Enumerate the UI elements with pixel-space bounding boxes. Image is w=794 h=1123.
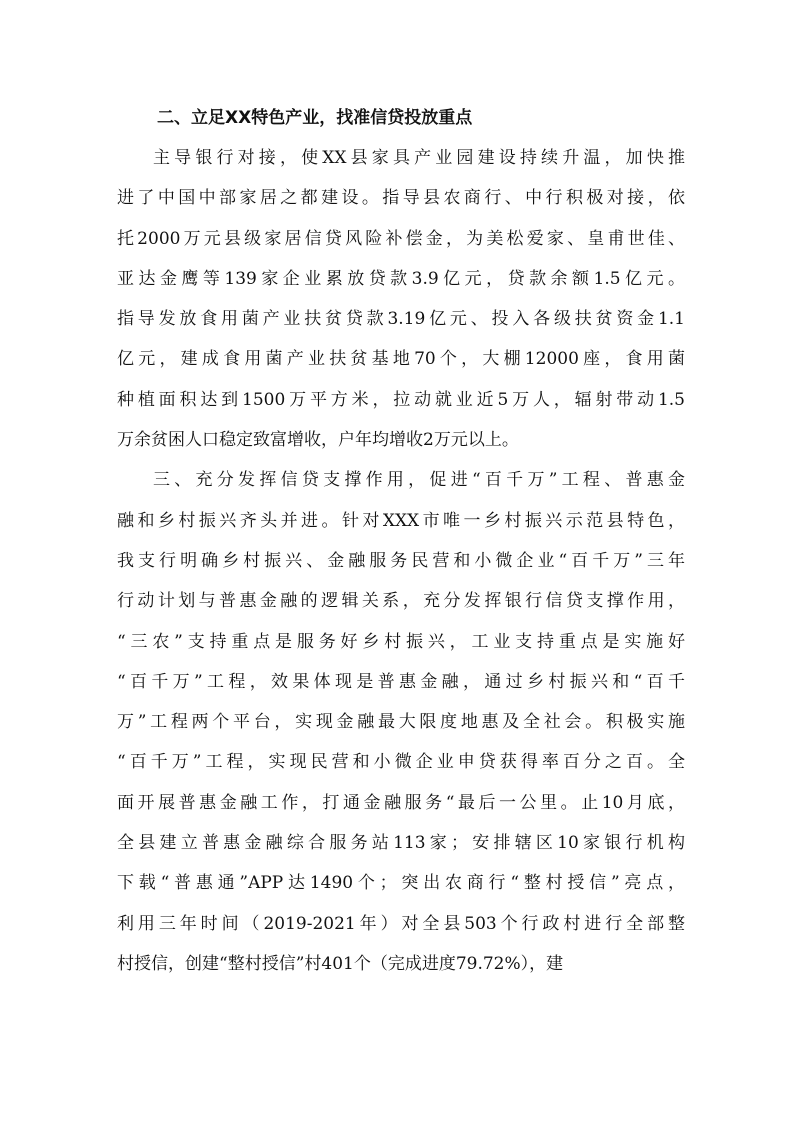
text-line: 下载“普惠通”APP达1490个；突出农商行“整村授信”亮点，: [117, 873, 685, 894]
text-line: “百千万”工程，效果体现是普惠金融，通过乡村振兴和“百千: [117, 671, 685, 692]
text-line: 我支行明确乡村振兴、金融服务民营和小微企业“百千万”三年: [117, 550, 685, 571]
text-line: 托2000万元县级家居信贷风险补偿金，为美松爱家、皇甫世佳、: [117, 228, 685, 249]
paragraph-industry: [117, 138, 685, 460]
text-line: “百千万”工程，实现民营和小微企业申贷获得率百分之百。全: [117, 752, 685, 773]
text-line: 利用三年时间（2019-2021年）对全县503个行政村进行全部整: [117, 913, 685, 934]
document-body: [117, 98, 685, 984]
text-line: 三、充分发挥信贷支撑作用，促进“百千万”工程、普惠金: [153, 470, 685, 491]
text-line: 全县建立普惠金融综合服务站113家；安排辖区10家银行机构: [117, 833, 685, 854]
text-line: 种植面积达到1500万平方米，拉动就业近5万人，辐射带动1.5: [117, 389, 685, 410]
text-line: 亚达金鹰等139家企业累放贷款3.9亿元，贷款余额1.5亿元。: [117, 268, 685, 289]
text-line: 进了中国中部家居之都建设。指导县农商行、中行积极对接，依: [117, 188, 685, 209]
paragraph-credit-support: [117, 460, 685, 984]
text-line: 面开展普惠金融工作，打通金融服务“最后一公里。止10月底，: [117, 792, 685, 813]
text-line: “三农”支持重点是服务好乡村振兴，工业支持重点是实施好: [117, 631, 685, 652]
text-line: 指导发放食用菌产业扶贫贷款3.19亿元、投入各级扶贫资金1.1: [117, 309, 685, 330]
text-line: 行动计划与普惠金融的逻辑关系，充分发挥银行信贷支撑作用，: [117, 591, 685, 612]
text-line: 万余贫困人口稳定致富增收，户年均增收2万元以上。: [117, 430, 519, 451]
text-line: 融和乡村振兴齐头并进。针对XXX市唯一乡村振兴示范县特色，: [117, 510, 685, 531]
text-line: 主导银行对接，使XX县家具产业园建设持续升温，加快推: [153, 148, 685, 168]
text-line: 亿元，建成食用菌产业扶贫基地70个，大棚12000座，食用菌: [117, 349, 685, 370]
text-line: 村授信，创建“整村授信”村401个（完成进度79.72%），建: [117, 953, 564, 974]
section-heading: 二、立足XX特色产业，找准信贷投放重点: [157, 108, 473, 128]
text-line: 万”工程两个平台，实现金融最大限度地惠及全社会。积极实施: [117, 712, 685, 733]
